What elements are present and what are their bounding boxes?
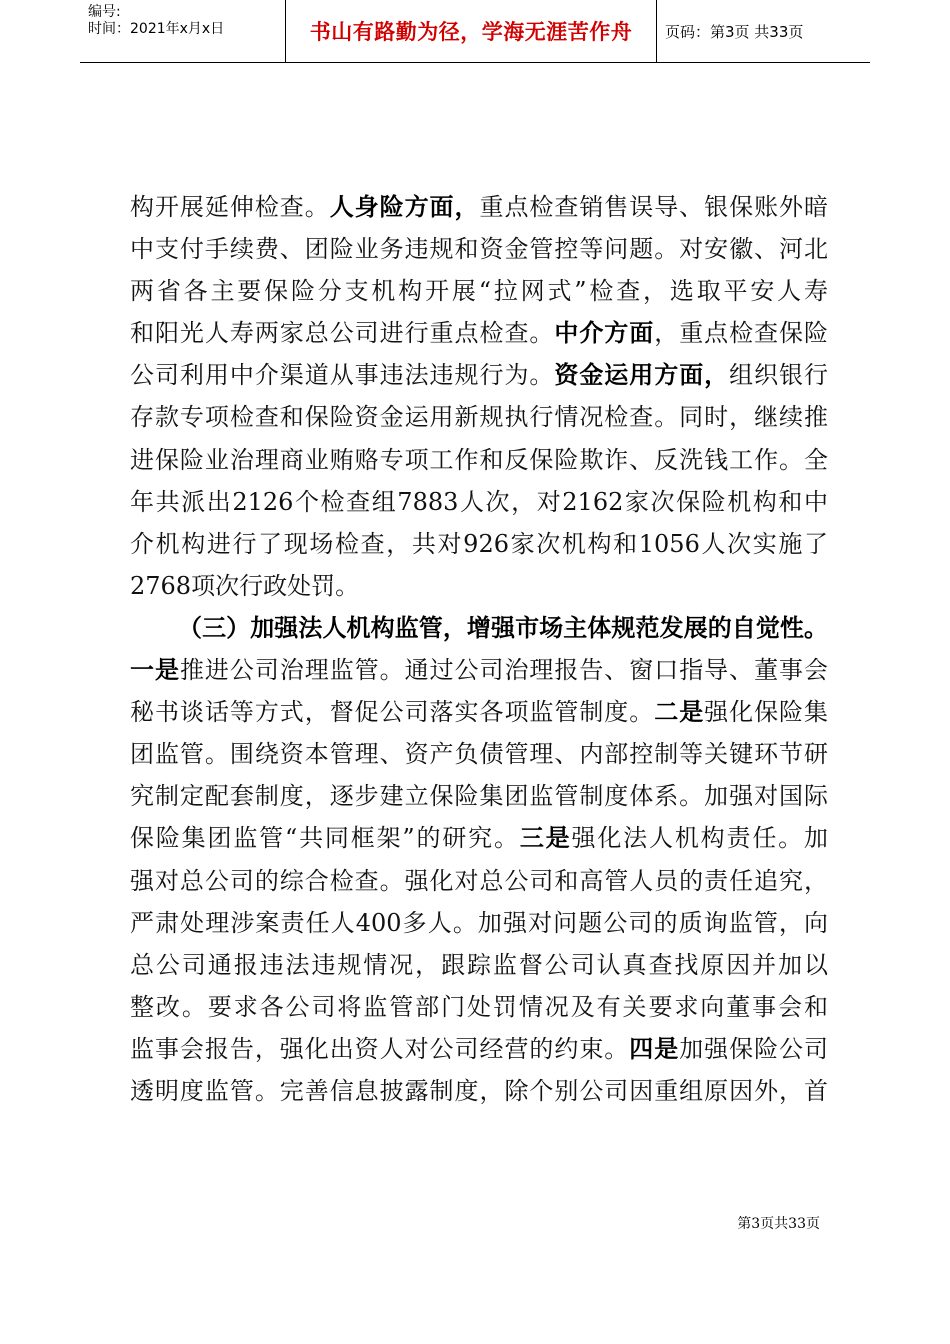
body-line: 秘书谈话等方式，督促公司落实各项监管制度。二是强化保险集: [130, 697, 829, 727]
body-line: 强对总公司的综合检查。强化对总公司和高管人员的责任追究，: [130, 866, 828, 895]
body-line: 和阳光人寿两家总公司进行重点检查。中介方面，重点检查保险: [130, 318, 829, 348]
body-line: 构开展延伸检查。人身险方面，重点检查销售误导、银保账外暗: [130, 192, 829, 221]
body-line: 监事会报告，强化出资人对公司经营的约束。四是加强保险公司: [130, 1033, 829, 1063]
body-line: 一是推进公司治理监管。通过公司治理报告、窗口指导、董事会: [130, 655, 829, 685]
section-heading: （三）加强法人机构监管，增强市场主体规范发展的自觉性。: [178, 612, 828, 642]
body-line: 团监管。围绕资本管理、资产负债管理、内部控制等关键环节研: [130, 740, 828, 769]
body-line: 存款专项检查和保险资金运用新规执行情况检查。同时，继续推: [130, 403, 828, 432]
body-line: 究制定配套制度，逐步建立保险集团监管制度体系。加强对国际: [130, 782, 828, 811]
header-motto: 书山有路勤为径，学海无涯苦作舟: [285, 0, 657, 62]
body-line: 严肃处理涉案责任人400多人。加强对问题公司的质询监管，向: [130, 908, 828, 937]
doc-time-label: 时间：2021年x月x日: [88, 21, 225, 37]
body-line: 介机构进行了现场检查，共对926家次机构和1056人次实施了: [130, 529, 828, 558]
body-line: 进保险业治理商业贿赂专项工作和反保险欺诈、反洗钱工作。全: [130, 445, 828, 474]
header-meta: [88, 4, 224, 38]
body-line: 总公司通报违法违规情况，跟踪监督公司认真查找原因并加以: [130, 950, 828, 979]
body-line: 透明度监管。完善信息披露制度，除个别公司因重组原因外，首: [130, 1076, 828, 1105]
body-line: 2768项次行政处罚。: [130, 571, 360, 600]
body-line: 公司利用中介渠道从事违法违规行为。资金运用方面，组织银行: [130, 360, 829, 390]
body-line: 年共派出2126个检查组7883人次，对2162家次保险机构和中: [130, 487, 828, 516]
header-page-label: 页码：第3页 共33页: [665, 22, 804, 41]
page-footer: 第3页共33页: [737, 1216, 820, 1232]
page-header: [80, 0, 870, 63]
body-line: 整改。要求各公司将监管部门处罚情况及有关要求向董事会和: [130, 992, 828, 1021]
body-line: 保险集团监管“共同框架”的研究。三是强化法人机构责任。加: [130, 823, 828, 853]
document-body: [130, 186, 828, 1112]
doc-number-label: 编号:: [88, 4, 121, 20]
body-line: 中支付手续费、团险业务违规和资金管控等问题。对安徽、河北: [130, 235, 828, 264]
body-line: 两省各主要保险分支机构开展“拉网式”检查，选取平安人寿: [130, 277, 828, 306]
